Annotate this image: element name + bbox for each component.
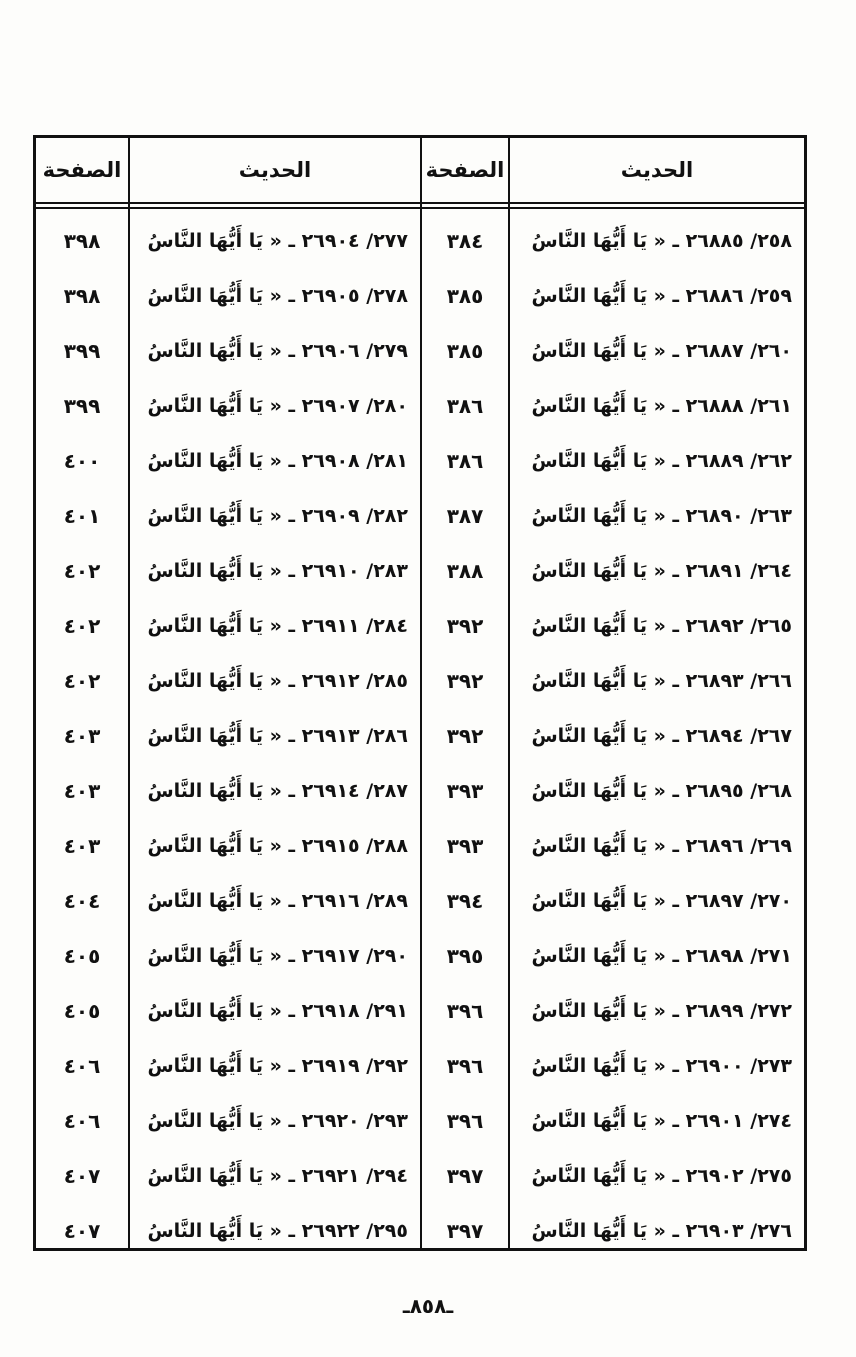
table-row: [36, 983, 804, 1038]
page-ref-left: ٣٩٩: [63, 338, 101, 363]
page-ref-right: ٣٨٤: [446, 228, 484, 253]
page-ref-left: ٤٠٧: [63, 1218, 101, 1243]
table-row: [36, 268, 804, 323]
hadith-entry-right: ٢٦٠/ ٢٦٨٨٧ ـ « يَا أَيُّهَا النَّاسُ: [531, 339, 792, 362]
page-number: ـ٨٥٨ـ: [402, 1294, 454, 1318]
hadith-entry-left: ٢٨٩/ ٢٦٩١٦ ـ « يَا أَيُّهَا النَّاسُ: [147, 889, 408, 912]
table-row: [36, 488, 804, 543]
hadith-entry-left: ٢٩٥/ ٢٦٩٢٢ ـ « يَا أَيُّهَا النَّاسُ: [147, 1219, 408, 1242]
page-ref-right: ٣٩٦: [446, 1108, 484, 1133]
hadith-entry-right: ٢٧٥/ ٢٦٩٠٢ ـ « يَا أَيُّهَا النَّاسُ: [531, 1164, 792, 1187]
header-rule: [36, 202, 804, 204]
page-ref-right: ٣٩٦: [446, 998, 484, 1023]
header-rule: [36, 207, 804, 209]
table-row: [36, 1148, 804, 1203]
table-row: [36, 763, 804, 818]
hadith-entry-right: ٢٦٧/ ٢٦٨٩٤ ـ « يَا أَيُّهَا النَّاسُ: [531, 724, 792, 747]
page-ref-right: ٣٨٧: [446, 503, 484, 528]
header-hadith-right: الحديث: [620, 158, 694, 182]
hadith-entry-right: ٢٥٩/ ٢٦٨٨٦ ـ « يَا أَيُّهَا النَّاسُ: [531, 284, 792, 307]
hadith-entry-right: ٢٦٩/ ٢٦٨٩٦ ـ « يَا أَيُّهَا النَّاسُ: [531, 834, 792, 857]
page-ref-right: ٣٨٨: [446, 558, 484, 583]
hadith-entry-left: ٢٨٥/ ٢٦٩١٢ ـ « يَا أَيُّهَا النَّاسُ: [147, 669, 408, 692]
table-row: [36, 543, 804, 598]
hadith-entry-right: ٢٦٢/ ٢٦٨٨٩ ـ « يَا أَيُّهَا النَّاسُ: [531, 449, 792, 472]
table-row: [36, 323, 804, 378]
table-row: [36, 433, 804, 488]
table-row: [36, 1093, 804, 1148]
hadith-entry-left: ٢٩٣/ ٢٦٩٢٠ ـ « يَا أَيُّهَا النَّاسُ: [147, 1109, 408, 1132]
page-ref-right: ٣٩٤: [446, 888, 484, 913]
table-row: [36, 213, 804, 268]
hadith-entry-left: ٢٨٦/ ٢٦٩١٣ ـ « يَا أَيُّهَا النَّاسُ: [147, 724, 408, 747]
hadith-entry-left: ٢٧٩/ ٢٦٩٠٦ ـ « يَا أَيُّهَا النَّاسُ: [147, 339, 408, 362]
table-row: [36, 818, 804, 873]
page-ref-left: ٤٠٤: [63, 888, 101, 913]
page-ref-left: ٤٠٦: [63, 1053, 101, 1078]
hadith-entry-left: ٢٨١/ ٢٦٩٠٨ ـ « يَا أَيُّهَا النَّاسُ: [147, 449, 408, 472]
table-row: [36, 653, 804, 708]
hadith-index-table: [33, 135, 807, 1251]
hadith-entry-left: ٢٩١/ ٢٦٩١٨ ـ « يَا أَيُّهَا النَّاسُ: [147, 999, 408, 1022]
hadith-entry-right: ٢٦٨/ ٢٦٨٩٥ ـ « يَا أَيُّهَا النَّاسُ: [531, 779, 792, 802]
page-ref-right: ٣٩٧: [446, 1218, 484, 1243]
hadith-entry-left: ٢٨٣/ ٢٦٩١٠ ـ « يَا أَيُّهَا النَّاسُ: [147, 559, 408, 582]
page-ref-left: ٤٠١: [63, 503, 101, 528]
header-page-left: الصفحة: [42, 158, 122, 182]
page-ref-right: ٣٩٣: [446, 833, 484, 858]
hadith-entry-right: ٢٦١/ ٢٦٨٨٨ ـ « يَا أَيُّهَا النَّاسُ: [531, 394, 792, 417]
table-row: [36, 928, 804, 983]
page-ref-right: ٣٩٧: [446, 1163, 484, 1188]
page-ref-right: ٣٩٦: [446, 1053, 484, 1078]
table-row: [36, 378, 804, 433]
hadith-entry-right: ٢٦٦/ ٢٦٨٩٣ ـ « يَا أَيُّهَا النَّاسُ: [531, 669, 792, 692]
hadith-entry-right: ٢٧١/ ٢٦٨٩٨ ـ « يَا أَيُّهَا النَّاسُ: [531, 944, 792, 967]
hadith-entry-right: ٢٦٥/ ٢٦٨٩٢ ـ « يَا أَيُّهَا النَّاسُ: [531, 614, 792, 637]
page-ref-left: ٤٠٠: [63, 448, 101, 473]
page-ref-right: ٣٨٥: [446, 283, 484, 308]
page-ref-right: ٣٩٣: [446, 778, 484, 803]
header-hadith-left: الحديث: [238, 158, 312, 182]
hadith-entry-right: ٢٦٣/ ٢٦٨٩٠ ـ « يَا أَيُّهَا النَّاسُ: [531, 504, 792, 527]
table-row: [36, 1203, 804, 1258]
page-ref-left: ٤٠٢: [63, 558, 101, 583]
table-row: [36, 598, 804, 653]
page-ref-right: ٣٩٢: [446, 668, 484, 693]
page-ref-right: ٣٨٦: [446, 393, 484, 418]
page-ref-right: ٣٨٦: [446, 448, 484, 473]
page-ref-left: ٤٠٥: [63, 943, 101, 968]
hadith-entry-left: ٢٨٨/ ٢٦٩١٥ ـ « يَا أَيُّهَا النَّاسُ: [147, 834, 408, 857]
page-ref-left: ٤٠٥: [63, 998, 101, 1023]
page-ref-left: ٤٠٧: [63, 1163, 101, 1188]
hadith-entry-left: ٢٨٢/ ٢٦٩٠٩ ـ « يَا أَيُّهَا النَّاسُ: [147, 504, 408, 527]
page-ref-left: ٤٠٣: [63, 723, 101, 748]
hadith-entry-left: ٢٨٧/ ٢٦٩١٤ ـ « يَا أَيُّهَا النَّاسُ: [147, 779, 408, 802]
hadith-entry-left: ٢٨٤/ ٢٦٩١١ ـ « يَا أَيُّهَا النَّاسُ: [147, 614, 408, 637]
hadith-entry-left: ٢٩٠/ ٢٦٩١٧ ـ « يَا أَيُّهَا النَّاسُ: [147, 944, 408, 967]
table-row: [36, 873, 804, 928]
table-row: [36, 1038, 804, 1093]
hadith-entry-right: ٢٧٢/ ٢٦٨٩٩ ـ « يَا أَيُّهَا النَّاسُ: [531, 999, 792, 1022]
table-row: [36, 708, 804, 763]
page-ref-right: ٣٨٥: [446, 338, 484, 363]
hadith-entry-right: ٢٦٤/ ٢٦٨٩١ ـ « يَا أَيُّهَا النَّاسُ: [531, 559, 792, 582]
hadith-entry-left: ٢٨٠/ ٢٦٩٠٧ ـ « يَا أَيُّهَا النَّاسُ: [147, 394, 408, 417]
page-ref-left: ٣٩٩: [63, 393, 101, 418]
hadith-entry-right: ٢٧٤/ ٢٦٩٠١ ـ « يَا أَيُّهَا النَّاسُ: [531, 1109, 792, 1132]
hadith-entry-left: ٢٧٧/ ٢٦٩٠٤ ـ « يَا أَيُّهَا النَّاسُ: [147, 229, 408, 252]
page-ref-right: ٣٩٢: [446, 613, 484, 638]
page-ref-right: ٣٩٢: [446, 723, 484, 748]
hadith-entry-left: ٢٩٢/ ٢٦٩١٩ ـ « يَا أَيُّهَا النَّاسُ: [147, 1054, 408, 1077]
page-ref-left: ٤٠٢: [63, 668, 101, 693]
page-ref-left: ٤٠٣: [63, 833, 101, 858]
hadith-entry-right: ٢٧٠/ ٢٦٨٩٧ ـ « يَا أَيُّهَا النَّاسُ: [531, 889, 792, 912]
page-ref-left: ٤٠٦: [63, 1108, 101, 1133]
hadith-entry-right: ٢٥٨/ ٢٦٨٨٥ ـ « يَا أَيُّهَا النَّاسُ: [531, 229, 792, 252]
hadith-entry-left: ٢٩٤/ ٢٦٩٢١ ـ « يَا أَيُّهَا النَّاسُ: [147, 1164, 408, 1187]
hadith-entry-left: ٢٧٨/ ٢٦٩٠٥ ـ « يَا أَيُّهَا النَّاسُ: [147, 284, 408, 307]
hadith-entry-right: ٢٧٣/ ٢٦٩٠٠ ـ « يَا أَيُّهَا النَّاسُ: [531, 1054, 792, 1077]
header-page-right: الصفحة: [425, 158, 505, 182]
page-ref-right: ٣٩٥: [446, 943, 484, 968]
hadith-entry-right: ٢٧٦/ ٢٦٩٠٣ ـ « يَا أَيُّهَا النَّاسُ: [531, 1219, 792, 1242]
page-ref-left: ٣٩٨: [63, 228, 101, 253]
page-ref-left: ٤٠٢: [63, 613, 101, 638]
page-ref-left: ٤٠٣: [63, 778, 101, 803]
page-ref-left: ٣٩٨: [63, 283, 101, 308]
